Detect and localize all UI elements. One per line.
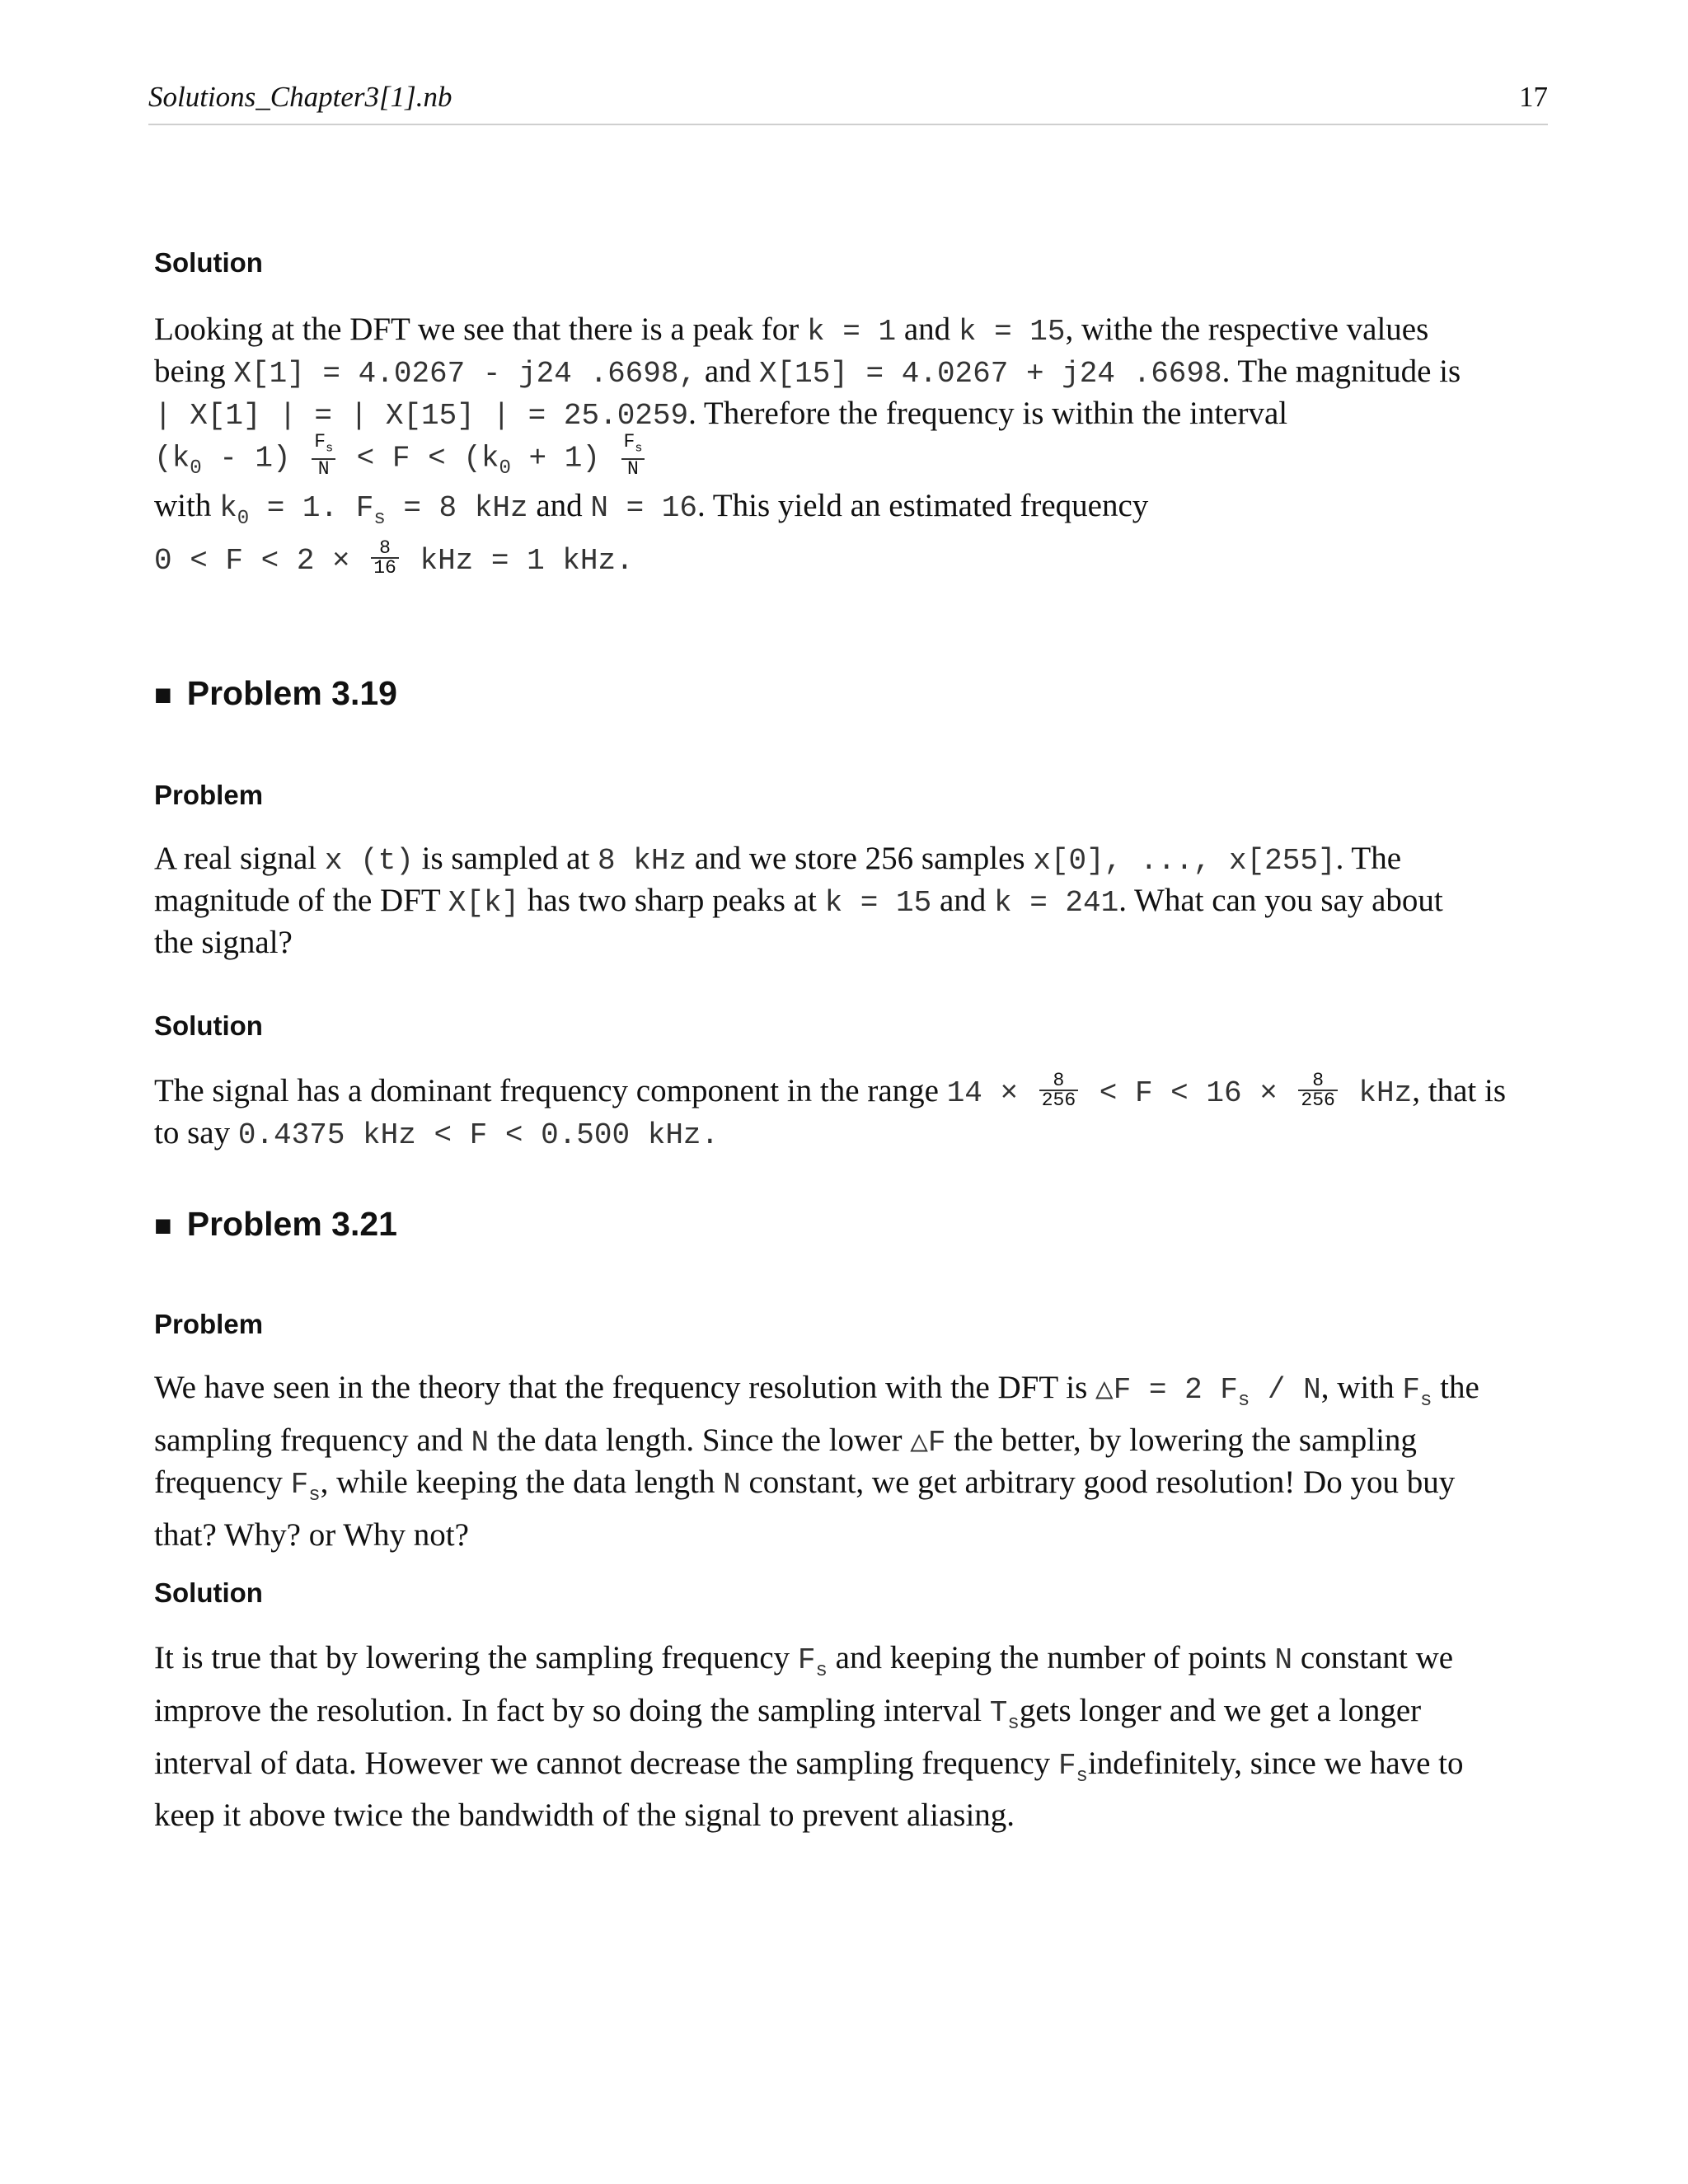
text-line: It is true that by lowering the sampling frequency $F_s$ and keeping the number of points N constant we [154,1640,1454,1682]
fraction: $\frac{F_s}{N}$ [621,433,645,478]
text-line: sampling frequency and N the data length. Since the lower △F the better, by lowering the sampling [154,1422,1417,1460]
fraction: $\frac{8}{256}$ [1039,1071,1078,1109]
fraction: $\frac{8}{16}$ [371,539,399,577]
fraction: $\frac{8}{256}$ [1298,1071,1337,1109]
solution-paragraph [154,1638,1539,1835]
square-bullet-icon: ■ [154,677,172,711]
text-line: A real signal x (t) is sampled at 8 kHz and we store 256 samples x[0], ..., x[255]. The [154,841,1402,878]
solution-paragraph [154,310,1539,489]
solution-heading: Solution [154,247,263,278]
text-line: that? Why? or Why not? [154,1516,469,1553]
text-line: Looking at the DFT we see that there is a peak for k = 1 and k = 15, withe the respective values [154,312,1429,349]
text-line: interval of data. However we cannot decrease the sampling frequency $F_sindefinitely$, since we have to [154,1745,1464,1788]
text-line: improve the resolution. In fact by so doing the sampling interval $T_sgets$ longer and we get a longer [154,1692,1422,1735]
text-line: frequency $F_s$, while keeping the data length N constant, we get arbitrary good resolution! Do you buy [154,1464,1456,1507]
text-line: | X[1] | = | X[15] | = 25.0259. Therefore the frequency is within the interval [154,396,1288,433]
solution-paragraph [154,1071,1539,1155]
text-line: being X[1] = 4.0267 - j24 .6698, and X[15] = 4.0267 + j24 .6698. The magnitude is [154,354,1461,391]
section-title-problem-3-21: ■ Problem 3.21 [154,1205,397,1243]
formula-line: 0 < F < 2 × $\frac{8}{16}$ kHz = 1 kHz. [154,537,634,579]
solution-heading: Solution [154,1010,263,1041]
solution-heading: Solution [154,1577,263,1608]
fraction: $\frac{F_s}{N}$ [312,433,335,478]
problem-heading: Problem [154,780,264,810]
formula-line: $(k_0 - 1)$ $\frac{F_s}{N}$ < $F < (k_0 + 1)$ $\frac{F_s}{N}$ [154,436,1539,489]
text-line: to say 0.4375 kHz < F < 0.500 kHz. [154,1115,720,1152]
text-line: keep it above twice the bandwidth of the signal to prevent aliasing. [154,1797,1015,1834]
text-line: the signal? [154,925,293,960]
page-header [148,81,1548,125]
text-line: magnitude of the DFT X[k] has two sharp peaks at k = 15 and k = 241. What can you say about [154,883,1443,920]
notebook-title: Solutions_Chapter3[1].nb [148,81,452,113]
problem-paragraph [154,839,1539,963]
square-bullet-icon: ■ [154,1208,172,1242]
problem-heading: Problem [154,1309,264,1339]
page-number: 17 [1519,81,1548,113]
solution-paragraph [154,486,1539,581]
text-line: The signal has a dominant frequency component in the range 14 × $\frac{8}{256}$ < F < 16 × $\frac{8}{256}$ kHz, that is [154,1070,1506,1112]
text-line: We have seen in the theory that the frequency resolution with the DFT is △F = 2 $F_s$ / N, with $F_s$ the [154,1370,1479,1412]
problem-paragraph [154,1368,1539,1555]
section-title-problem-3-19: ■ Problem 3.19 [154,674,397,712]
text-line: with $k_0 = 1$. $F_s = 8$ kHz and N = 16. This yield an estimated frequency [154,488,1149,530]
